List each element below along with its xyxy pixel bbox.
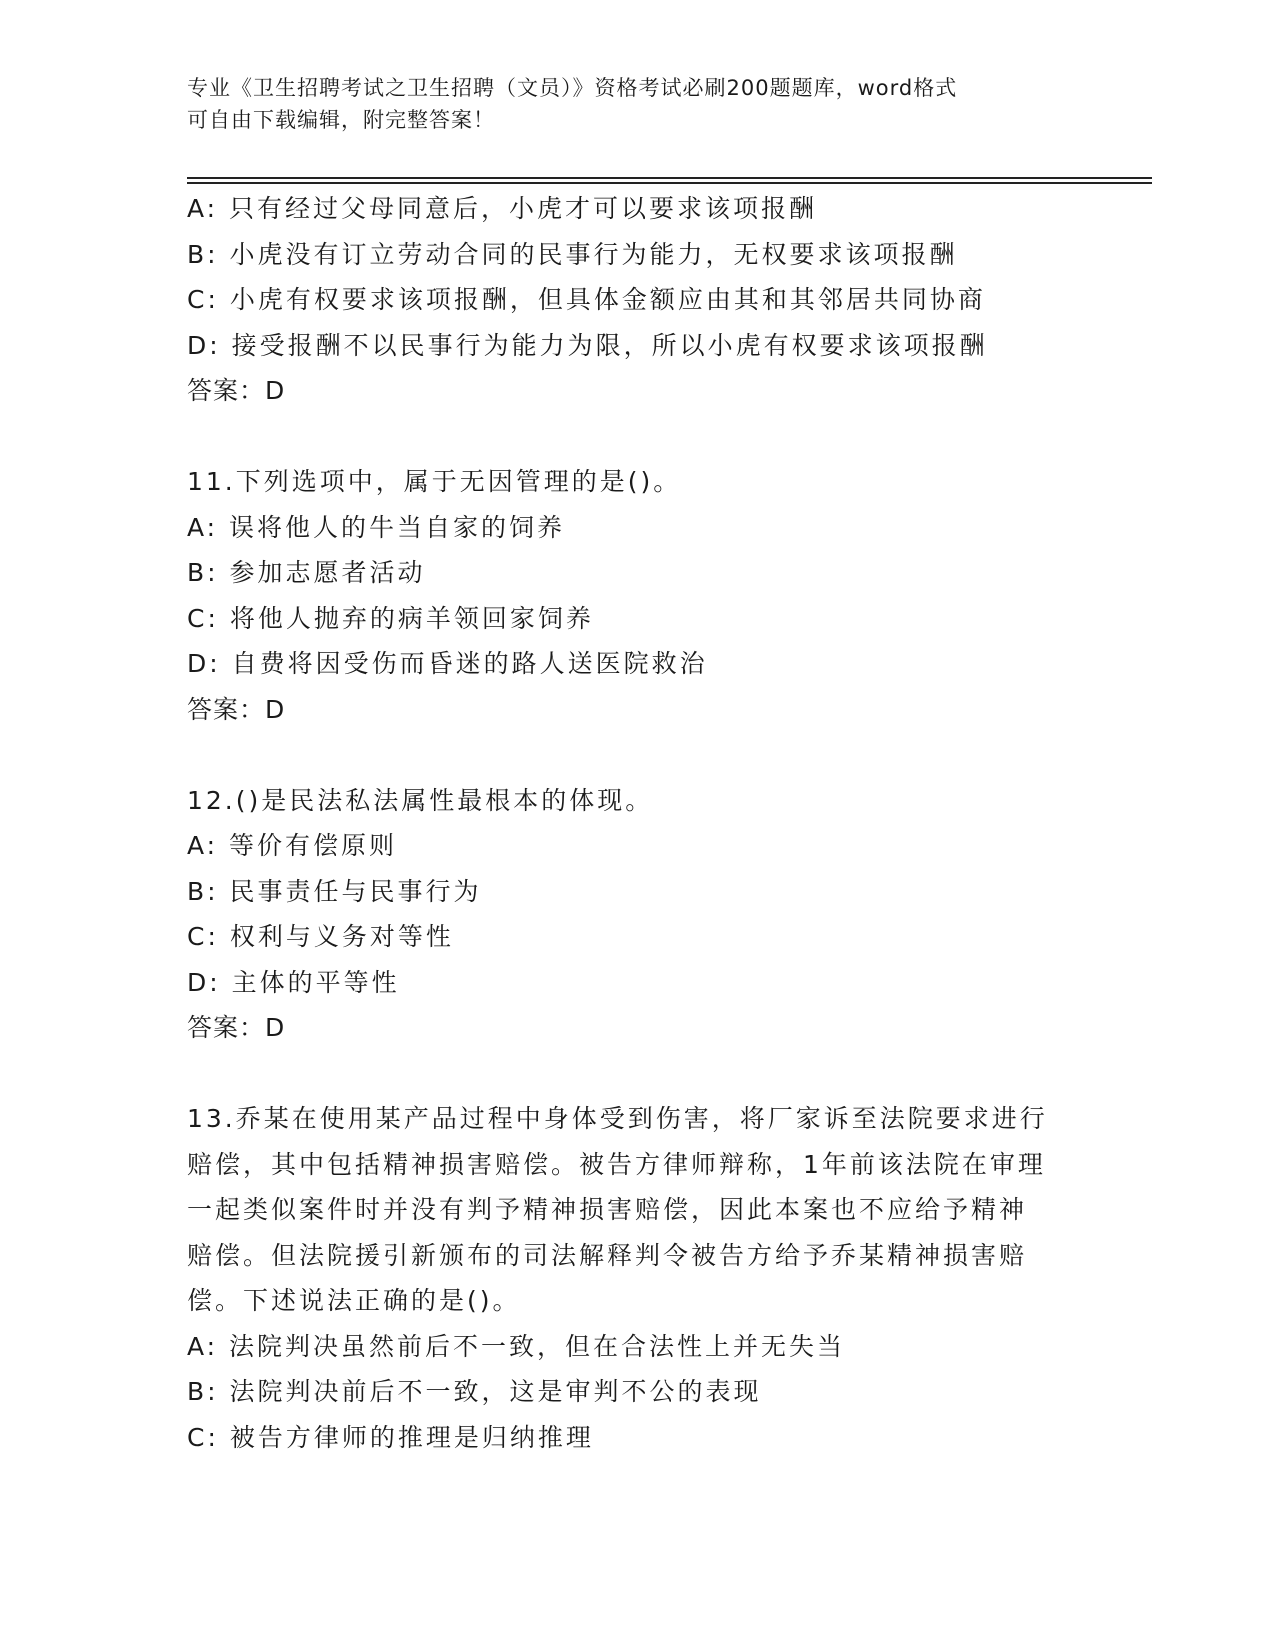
option-a: A: 等价有偿原则 — [187, 831, 398, 860]
header-line-2: 可自由下载编辑，附完整答案！ — [187, 108, 495, 132]
option-a: A: 只有经过父母同意后，小虎才可以要求该项报酬 — [187, 194, 818, 223]
question-stem-line: 赔偿，其中包括精神损害赔偿。被告方律师辩称，1年前该法院在审理 — [187, 1149, 1046, 1179]
question-11 — [187, 459, 1087, 732]
answer-line: 答案：D — [187, 376, 286, 405]
option-c: C: 小虎有权要求该项报酬，但具体金额应由其和其邻居共同协商 — [187, 285, 986, 314]
option-c: C: 权利与义务对等性 — [187, 922, 454, 951]
option-a: A: 法院判决虽然前后不一致，但在合法性上并无失当 — [187, 1331, 846, 1361]
answer-line: 答案：D — [187, 1013, 286, 1042]
option-c: C: 将他人抛弃的病羊领回家饲养 — [187, 603, 594, 633]
option-d: D: 接受报酬不以民事行为能力为限，所以小虎有权要求该项报酬 — [187, 330, 988, 360]
option-d: D: 主体的平等性 — [187, 967, 400, 997]
document-header — [187, 72, 1087, 136]
header-rule-bottom — [187, 182, 1152, 184]
question-stem: 12.()是民法私法属性最根本的体现。 — [187, 785, 654, 815]
option-b: B: 法院判决前后不一致，这是审判不公的表现 — [187, 1377, 762, 1406]
question-12 — [187, 778, 1087, 1051]
option-d: D: 自费将因受伤而昏迷的路人送医院救治 — [187, 649, 708, 678]
option-b: B: 小虎没有订立劳动合同的民事行为能力，无权要求该项报酬 — [187, 239, 958, 269]
header-line-1: 专业《卫生招聘考试之卫生招聘（文员）》资格考试必刷200题题库，word格式 — [187, 76, 958, 100]
question-stem-line: 偿。下述说法正确的是()。 — [187, 1286, 521, 1315]
question-10 — [187, 186, 1087, 414]
question-stem-line: 赔偿。但法院援引新颁布的司法解释判令被告方给予乔某精神损害赔 — [187, 1240, 1028, 1270]
option-a: A: 误将他人的牛当自家的饲养 — [187, 512, 566, 542]
header-rule-top — [187, 177, 1152, 179]
question-gap — [187, 1051, 1087, 1097]
question-stem: 11.下列选项中，属于无因管理的是()。 — [187, 467, 682, 496]
question-stem-line: 一起类似案件时并没有判予精神损害赔偿，因此本案也不应给予精神 — [187, 1195, 1028, 1224]
answer-line: 答案：D — [187, 694, 286, 724]
question-stem-line: 13.乔某在使用某产品过程中身体受到伤害，将厂家诉至法院要求进行 — [187, 1104, 1048, 1133]
question-gap — [187, 414, 1087, 460]
question-gap — [187, 732, 1087, 778]
question-list — [187, 186, 1087, 1460]
option-b: B: 参加志愿者活动 — [187, 558, 426, 587]
option-b: B: 民事责任与民事行为 — [187, 876, 482, 906]
option-c: C: 被告方律师的推理是归纳推理 — [187, 1422, 594, 1452]
question-13 — [187, 1096, 1087, 1460]
